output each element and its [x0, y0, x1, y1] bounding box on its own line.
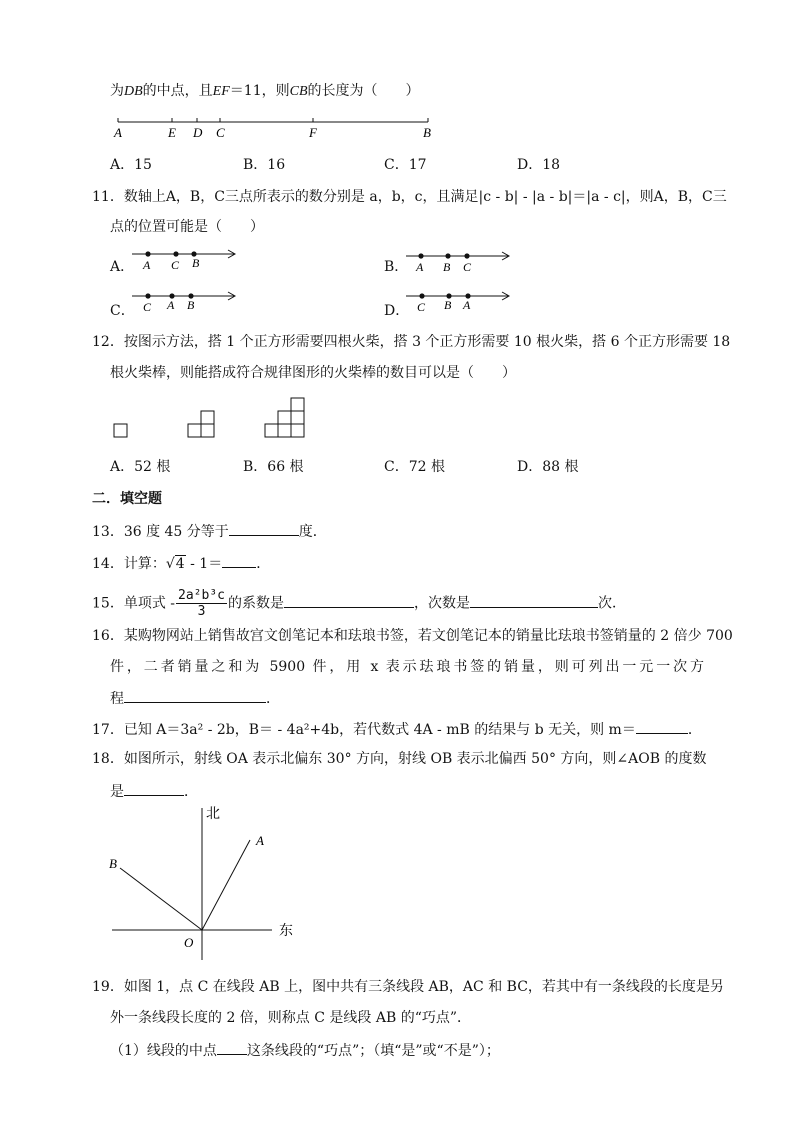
q11-option-a-numberline[interactable] — [130, 246, 242, 274]
q10-label-f: F — [309, 125, 317, 140]
q16-text-post: ． — [266, 691, 280, 707]
q17-text-post: ． — [687, 722, 702, 738]
point-label: B — [443, 260, 451, 274]
point-label: A — [167, 298, 175, 312]
q10-label-b: B — [423, 125, 431, 140]
q10-option-b[interactable]: B．16 — [243, 157, 286, 173]
q12-option-b[interactable]: B．66 根 — [243, 459, 304, 475]
square-10 — [291, 398, 304, 411]
point-dot — [419, 293, 424, 298]
q11-option-b-label[interactable]: B． — [384, 259, 409, 275]
q10-text-pre: 为 — [110, 83, 124, 99]
q11-option-d-numberline[interactable] — [404, 288, 516, 316]
q16-text: 程 — [110, 691, 124, 707]
q18-direction-figure — [100, 800, 310, 970]
q12-matchstick-figure — [110, 395, 320, 440]
point-dot — [418, 253, 423, 258]
point-dot — [145, 251, 150, 256]
q19-line2: 外一条线段长度的 2 倍，则称点 C 是线段 AB 的“巧点”． — [110, 1010, 472, 1026]
ray-oa — [202, 840, 250, 930]
point-label: A — [143, 258, 151, 272]
square-9 — [291, 411, 304, 424]
square-8 — [278, 411, 291, 424]
point-dot — [445, 253, 450, 258]
square-7 — [291, 424, 304, 437]
q15-text-post: 次． — [597, 595, 626, 612]
q10-ef: EF — [212, 84, 230, 99]
q14-text: 14．计算： — [92, 556, 166, 572]
ray-ob — [120, 868, 202, 930]
q17-answer-blank[interactable] — [636, 719, 688, 734]
point-a-label: A — [256, 833, 264, 848]
q10-label-a: A — [114, 125, 122, 140]
q14 — [92, 553, 270, 573]
point-label: B — [444, 298, 452, 312]
q12-option-a[interactable]: A．52 根 — [110, 459, 171, 475]
q11-line1: 11．数轴上A，B，C三点所表示的数分别是 a，b，c，且满足|c - b| - |a - b|＝|a - c|，则A，B，C三 — [92, 189, 727, 205]
point-label: B — [192, 256, 200, 270]
q14-answer-blank[interactable] — [222, 553, 256, 568]
q19-line1: 19．如图 1，点 C 在线段 AB 上，图中共有三条线段 AB，AC 和 BC，若其中有一条线段的长度是另 — [92, 979, 724, 995]
point-dot — [145, 293, 150, 298]
q19-sub1-answer-blank[interactable] — [217, 1040, 247, 1055]
section-title: 二．填空题 — [92, 491, 162, 507]
q11-option-a-label[interactable]: A． — [110, 259, 135, 275]
q13 — [92, 521, 327, 541]
q17-text: 17．已知 A＝3a² - 2b，B＝ - 4a²+4b，若代数式 4A - mB 的结果与 b 无关，则 m＝ — [92, 722, 636, 738]
q11-option-b-numberline[interactable] — [404, 248, 516, 276]
q10-text-mid: 的中点，且 — [142, 83, 213, 99]
square-3 — [201, 424, 214, 437]
q13-answer-blank[interactable] — [229, 521, 299, 536]
q10-option-a[interactable]: A．15 — [110, 157, 152, 173]
q14-radicand: 4 — [175, 556, 185, 572]
north-label: 北 — [206, 806, 220, 822]
q16-line2: 件，二者销量之和为 5900 件，用 x 表示珐琅书签的销量，则可列出一元一次方 — [110, 659, 704, 675]
q15-numerator: 2a²b³c — [178, 588, 225, 603]
q10-option-c[interactable]: C．17 — [384, 157, 427, 173]
q11-option-c-label[interactable]: C． — [110, 303, 135, 319]
q14-text-mid: - 1＝ — [185, 556, 223, 572]
q12-option-d[interactable]: D．88 根 — [517, 459, 579, 475]
east-label: 东 — [279, 923, 293, 939]
point-b-label: B — [109, 856, 117, 871]
sqrt-icon: √ — [165, 556, 175, 572]
q15-degree-blank[interactable] — [470, 593, 598, 608]
q13-text-post: 度． — [298, 524, 327, 540]
q16-line3 — [110, 688, 280, 708]
point-o-label: O — [184, 935, 194, 950]
square-2 — [188, 424, 201, 437]
q15-denominator: 3 — [197, 604, 206, 619]
q12-line2: 根火柴棒，则能搭成符合规律图形的火柴棒的数目可以是（ ） — [110, 365, 516, 381]
q10-segment-figure — [110, 112, 440, 142]
q15-text: 15．单项式 - — [92, 595, 175, 612]
square-1 — [114, 424, 127, 437]
square-4 — [201, 411, 214, 424]
q18-text-post: ． — [184, 784, 198, 800]
q11-option-d-label[interactable]: D． — [384, 303, 410, 319]
q10-text-post: 的长度为（ ） — [307, 83, 420, 99]
point-label: C — [143, 300, 152, 314]
q15-text-mid2: ，次数是 — [413, 595, 470, 612]
q12-option-c[interactable]: C．72 根 — [384, 459, 445, 475]
q12-line1: 12．按图示方法，搭 1 个正方形需要四根火柴，搭 3 个正方形需要 10 根火柴，搭 6 个正方形需要 18 — [92, 334, 731, 350]
q17 — [92, 719, 702, 739]
point-label: C — [171, 258, 180, 272]
q10-text-val: ＝11，则 — [229, 83, 290, 99]
q11-option-c-numberline[interactable] — [130, 288, 242, 316]
q18-answer-blank[interactable] — [124, 781, 184, 796]
q10-label-d: D — [193, 125, 203, 140]
point-label: A — [463, 298, 471, 312]
q18-text: 是 — [110, 784, 124, 800]
point-label: C — [463, 260, 472, 274]
q10-line1 — [110, 82, 420, 101]
point-dot — [464, 253, 469, 258]
q10-label-c: C — [216, 125, 225, 140]
q15-coefficient-blank[interactable] — [284, 593, 414, 608]
point-dot — [173, 251, 178, 256]
q11-line2: 点的位置可能是（ ） — [110, 219, 264, 235]
q15-fraction — [176, 588, 227, 619]
q16-answer-blank[interactable] — [124, 688, 266, 703]
q10-db: DB — [124, 84, 143, 99]
q14-text-post: ． — [256, 556, 271, 572]
q16-line1: 16．某购物网站上销售故宫文创笔记本和珐琅书签，若文创笔记本的销量比珐琅书签销量的 2 倍少 700 — [92, 628, 733, 644]
point-label: B — [187, 298, 195, 312]
q18-line2 — [110, 781, 198, 801]
point-label: A — [416, 260, 424, 274]
q13-text: 13．36 度 45 分等于 — [92, 524, 229, 540]
q19-sub1 — [110, 1040, 500, 1060]
square-5 — [265, 424, 278, 437]
q15 — [92, 588, 626, 619]
point-label: C — [417, 300, 426, 314]
q10-cb: CB — [289, 84, 308, 99]
q19-sub1-text: （1）线段的中点 — [110, 1043, 217, 1059]
q19-sub1-text-post: 这条线段的“巧点”；（填“是”或“不是”）； — [246, 1043, 500, 1059]
q10-label-e: E — [168, 125, 176, 140]
q10-option-d[interactable]: D．18 — [517, 157, 561, 173]
square-6 — [278, 424, 291, 437]
q18-line1: 18．如图所示，射线 OA 表示北偏东 30° 方向，射线 OB 表示北偏西 50° 方向，则∠AOB 的度数 — [92, 751, 707, 767]
q15-text-mid: 的系数是 — [227, 595, 284, 612]
